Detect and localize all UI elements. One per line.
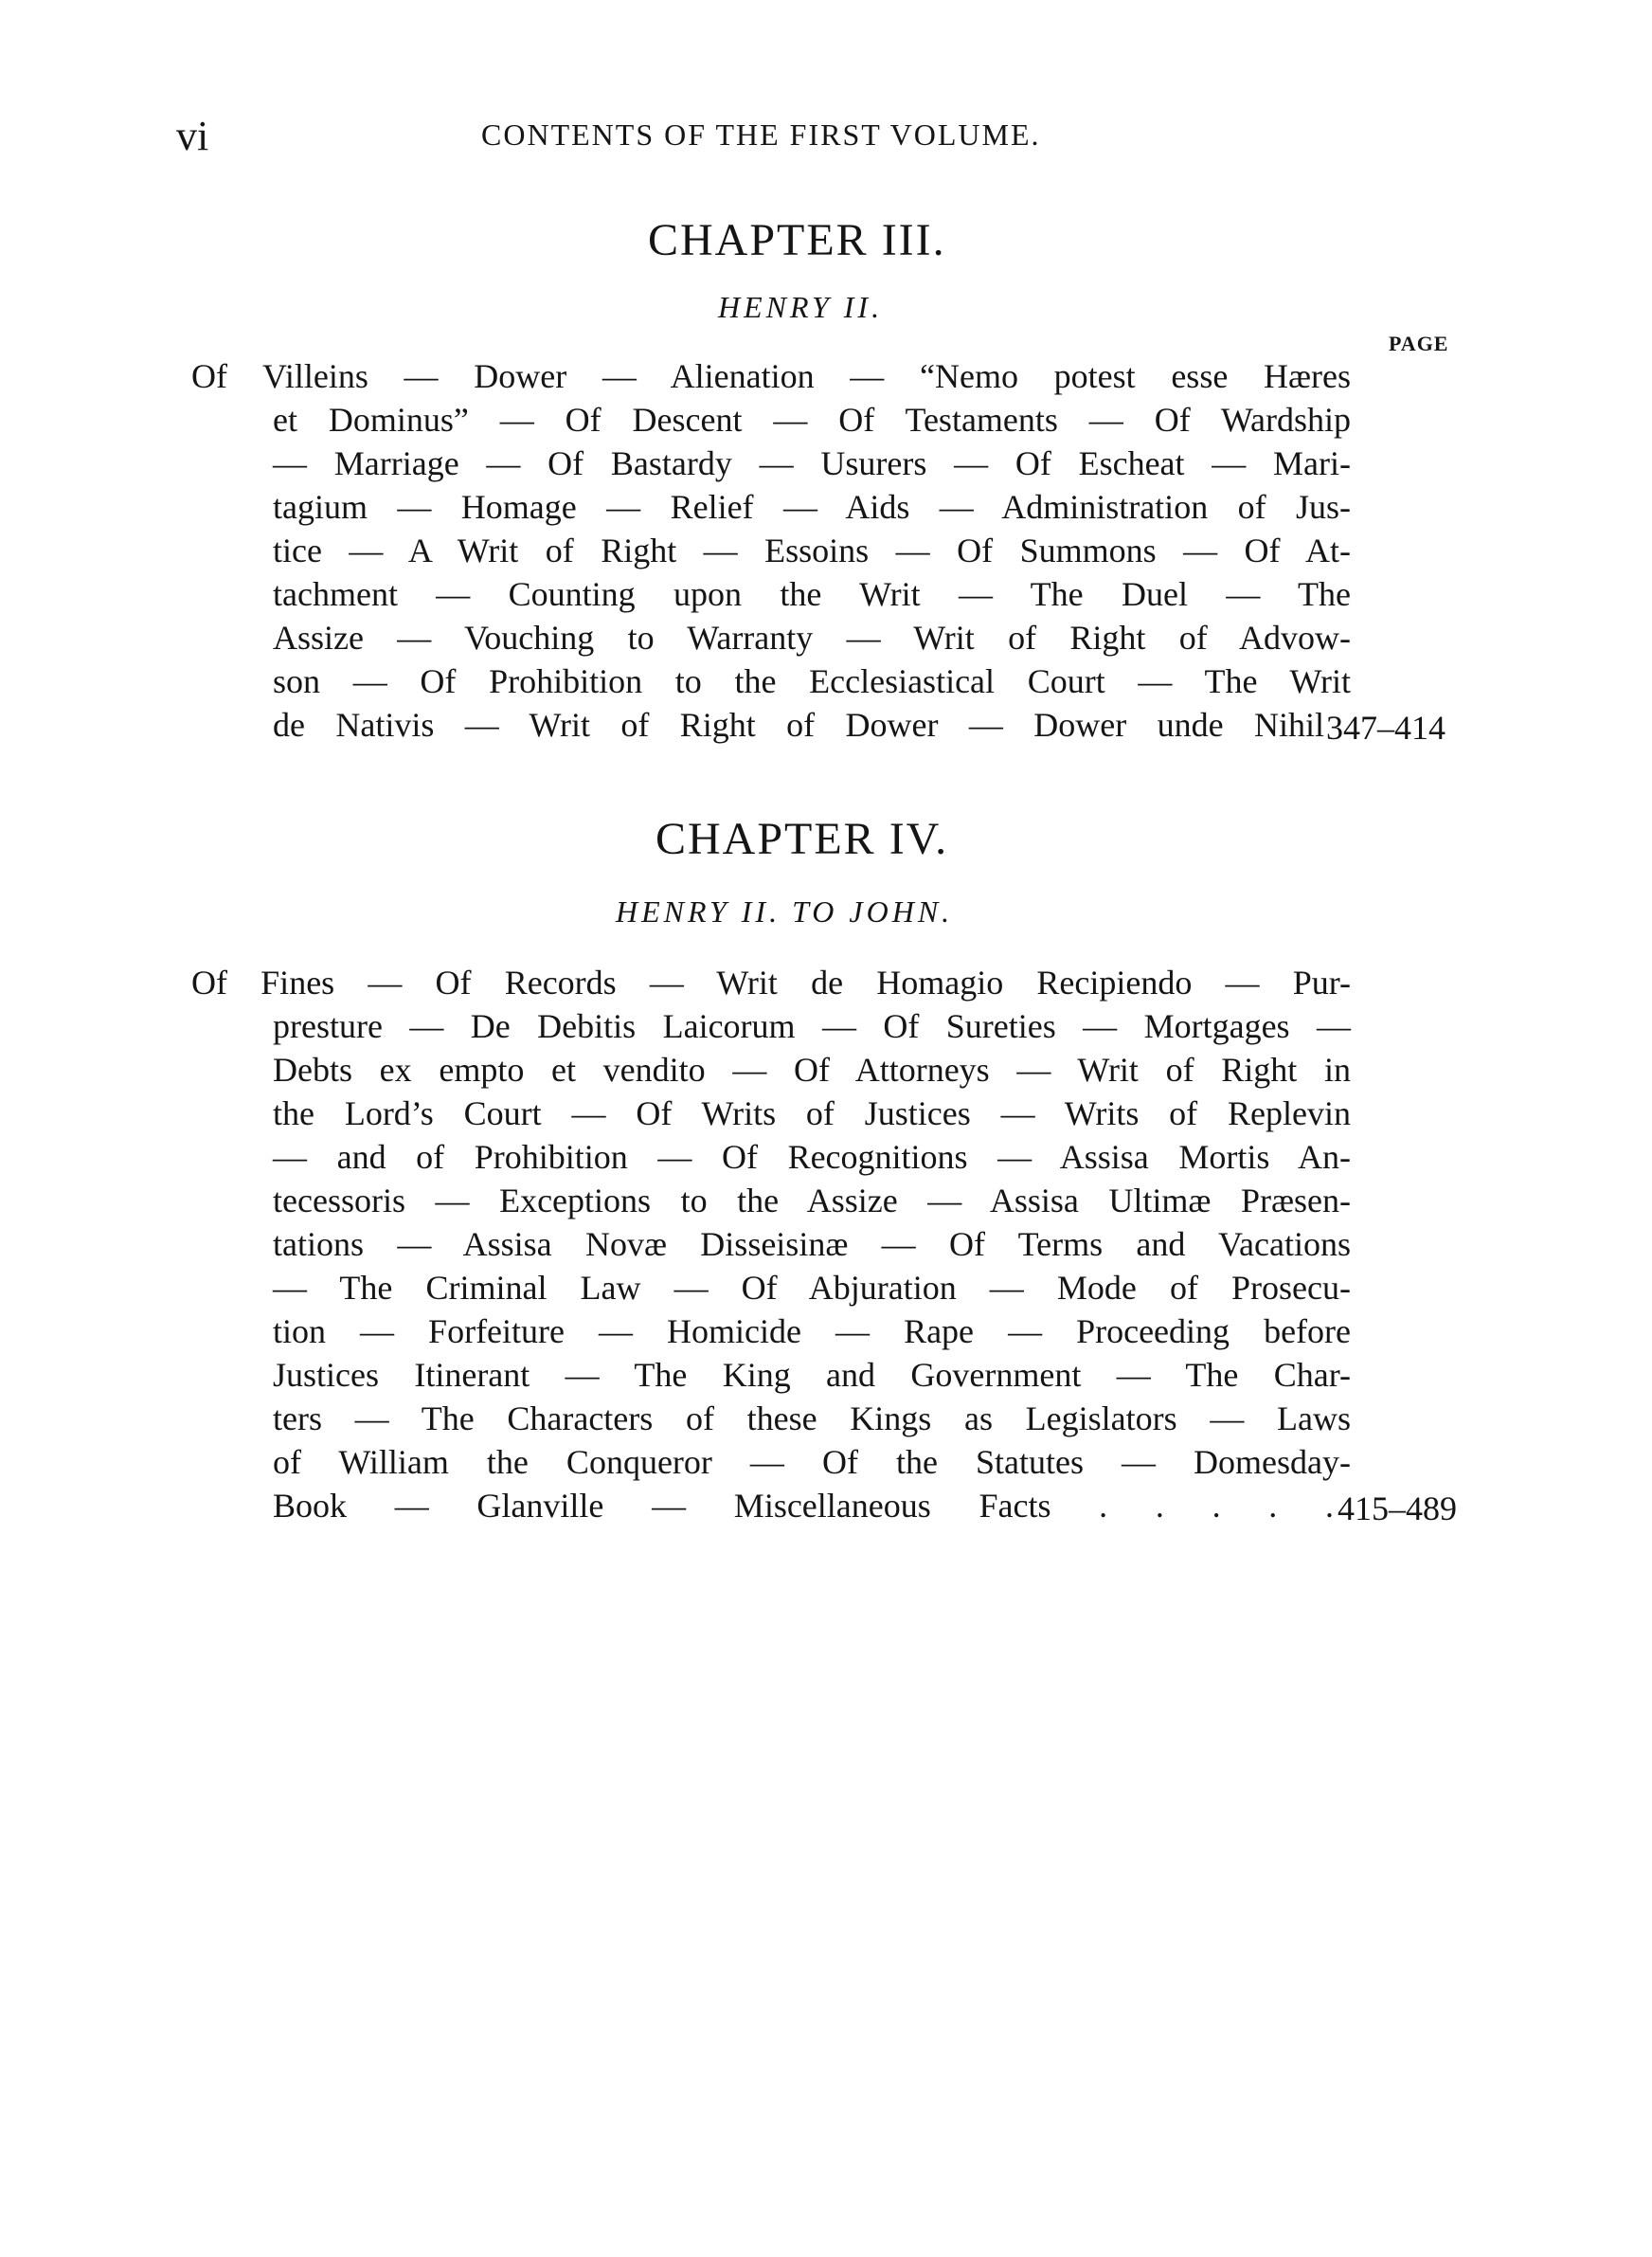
- toc-line: tagium — Homage — Relief — Aids — Administration of Jus-: [273, 488, 1351, 526]
- toc-line: tations — Assisa Novæ Disseisinæ — Of Terms and Vacations: [273, 1225, 1351, 1263]
- toc-line: — Marriage — Of Bastardy — Usurers — Of Escheat — Mari-: [273, 444, 1351, 482]
- running-title: CONTENTS OF THE FIRST VOLUME.: [481, 117, 1041, 152]
- toc-line: Of Fines — Of Records — Writ de Homagio Recipiendo — Pur-: [191, 964, 1351, 1002]
- chapter-reign: HENRY II.: [718, 290, 884, 324]
- toc-line: ters — The Characters of these Kings as Legislators — Laws: [273, 1399, 1351, 1437]
- toc-line: Debts ex empto et vendito — Of Attorneys — Writ of Right in: [273, 1051, 1351, 1089]
- toc-line: Of Villeins — Dower — Alienation — “Nemo potest esse Hæres: [191, 357, 1351, 395]
- toc-line: tecessoris — Exceptions to the Assize — Assisa Ultimæ Præsen-: [273, 1182, 1351, 1219]
- toc-line: et Dominus” — Of Descent — Of Testaments — Of Wardship: [273, 401, 1351, 439]
- toc-line: — The Criminal Law — Of Abjuration — Mode of Prosecu-: [273, 1269, 1351, 1307]
- toc-line: tion — Forfeiture — Homicide — Rape — Proceeding before: [273, 1312, 1351, 1350]
- chapter-title: CHAPTER IV.: [655, 814, 949, 864]
- chapter-reign: HENRY II. TO JOHN.: [616, 894, 954, 929]
- toc-line: Justices Itinerant — The King and Government — The Char-: [273, 1356, 1351, 1394]
- toc-line: presture — De Debitis Laicorum — Of Sureties — Mortgages —: [273, 1007, 1351, 1045]
- page-folio: vi: [176, 113, 209, 159]
- page-column-heading: PAGE: [1389, 332, 1449, 355]
- toc-line: — and of Prohibition — Of Recognitions — Assisa Mortis An-: [273, 1138, 1351, 1176]
- chapter-title: CHAPTER III.: [648, 215, 946, 265]
- toc-line: son — Of Prohibition to the Ecclesiastical Court — The Writ: [273, 662, 1351, 700]
- toc-line: Assize — Vouching to Warranty — Writ of Right of Advow-: [273, 619, 1351, 657]
- toc-page-range: 415–489: [1338, 1490, 1457, 1527]
- toc-line: tachment — Counting upon the Writ — The Duel — The: [273, 575, 1351, 613]
- toc-page-range: 347–414: [1326, 709, 1446, 747]
- toc-line: of William the Conqueror — Of the Statutes — Domesday-: [273, 1443, 1351, 1481]
- toc-line: tice — A Writ of Right — Essoins — Of Summons — Of At-: [273, 532, 1351, 569]
- toc-line: de Nativis — Writ of Right of Dower — Dower unde Nihil: [273, 706, 1324, 744]
- toc-line: Book — Glanville — Miscellaneous Facts . . . . .: [273, 1487, 1334, 1525]
- toc-line: the Lord’s Court — Of Writs of Justices — Writs of Replevin: [273, 1094, 1351, 1132]
